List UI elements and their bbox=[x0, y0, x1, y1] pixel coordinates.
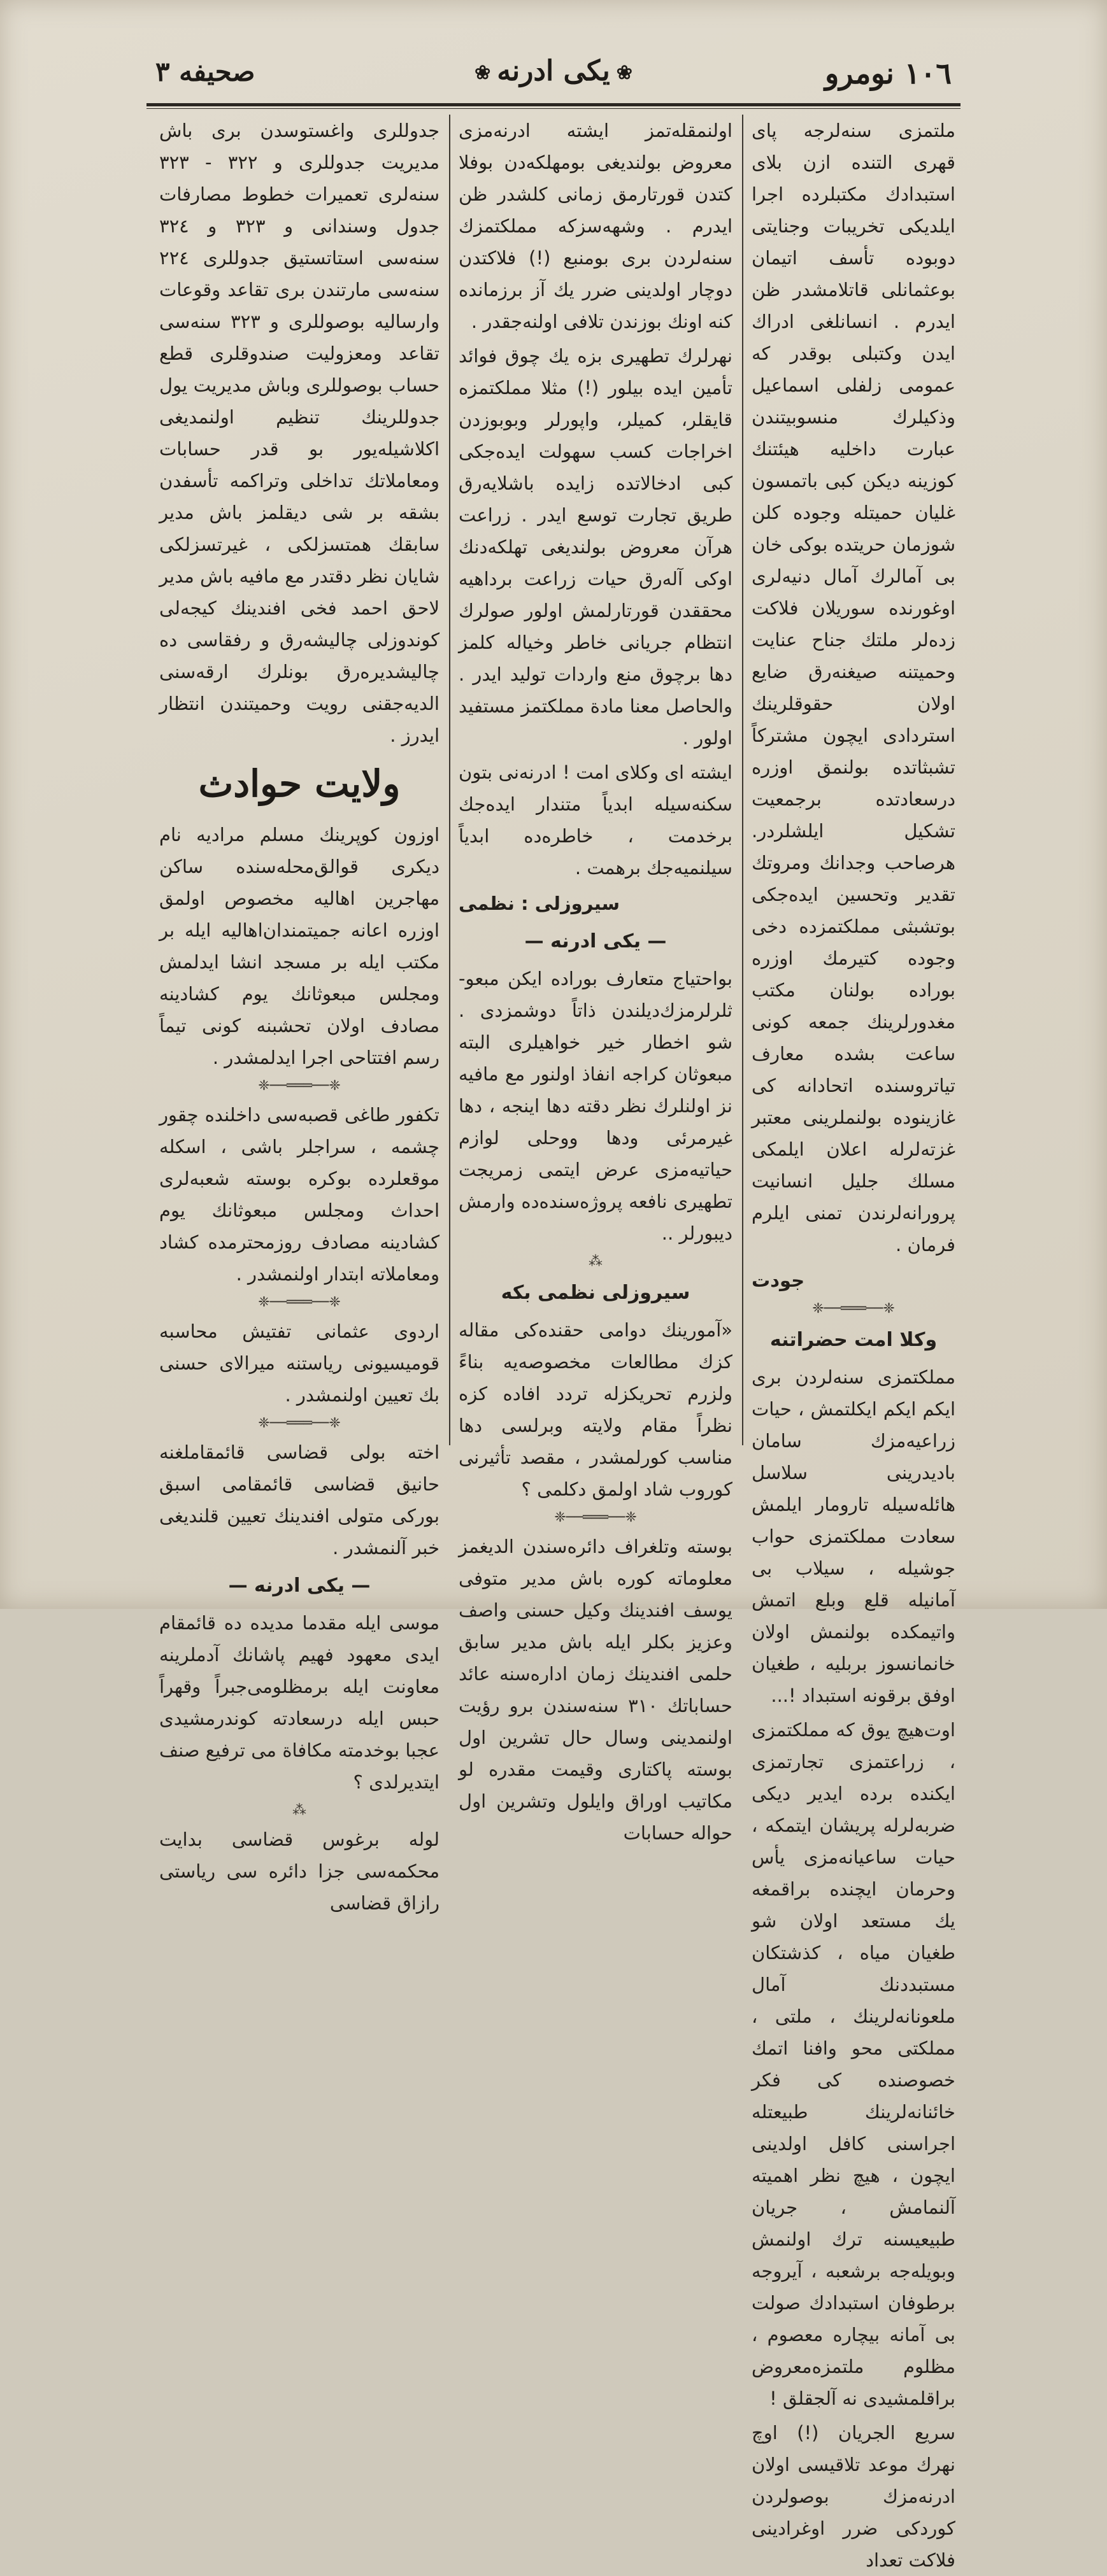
article-paragraph: بواحتياج متعارف بوراده ايكن مبعو- ثلرلرمزك‌ديلندن ذاتاً دوشمزدى . شو اخطار خير خواهيلرى البته مبعوثان كراجه انفاذ اولنور مع مافيه نز اولنلرك نظر دقته دها اينجه ، دها غيرمرئى ودها ووحلى لوازم حياتيه‌مزى عرض ايتمى زمريجت تطهيرى نافعه پروژه‌سنده‌ده وارمش ديبورلر .. bbox=[459, 968, 732, 1244]
section-divider: ❈──═══──❈ bbox=[258, 1415, 341, 1431]
article-signature: سيروزلى : نظمى bbox=[459, 893, 620, 914]
section-divider: ❈──═══──❈ bbox=[812, 1301, 895, 1317]
column-rule bbox=[449, 115, 450, 1445]
header-rule-thin bbox=[146, 108, 961, 109]
news-item: لوله برغوس قضاسى بدايت محكمه‌سى جزا دائره سى رياستى رازاق قضاسى bbox=[159, 1829, 439, 1914]
masthead bbox=[155, 51, 952, 102]
stars-divider: ⁂ bbox=[292, 1802, 306, 1818]
news-item: اردوى عثمانى‌ تفتيش محاسبه قوميسيونى رياستنه ميرالاى حسنى بك تعيين اولنمشدر . bbox=[159, 1320, 439, 1406]
article-heading: وكلا امت حضراتنه bbox=[769, 1329, 938, 1351]
ornament-icon: ❀ bbox=[616, 62, 632, 84]
article-paragraph: بوسته وتلغراف دائره‌سندن الديغمز معلوماته كوره باش مدير متوفى يوسف افندينك وكيل حسنى واصف وعزيز بكلر ايله باش مدير سابق حلمى افندينك زمان اداره‌سنه عائد حساباتك ٣١٠ سنه‌سندن برو رؤيت اولنمدينى وسال حال تشرين اول بوسته پاكتارى وقيمت مقدره لو مكاتيب اوراق وايلول وتشرين اول حواله حسابات bbox=[459, 1536, 732, 1844]
article-paragraph: اولنمقله‌تمز ايشته ادرنه‌مزى معروض بولنديغى بومهلكه‌دن بوفلا كتدن قورتارمق زمانى كلشدر ظن ايدرم . وشهه‌سزكه مملكتمزك سنه‌لردن برى بومنبع (!) فلاكتدن دوچار اولدينى ضرر يك آز برزمانده كنه اونك بوزندن تلافى اولنه‌جقدر . bbox=[459, 120, 732, 332]
article-paragraph: نهرلرك تطهيرى بزه يك چوق فوائد تأمين ايده بيلور (!) مثلا مملكتمزه قايقلر، كميلر، واپورلر وبوبوزدن اخراجات كسب سهولت ايده‌جكى كبى ادخالاتده زايده باشلايه‌رق طريق تجارت توسع ايدر . زراعت هرآن معروض بولنديغى تهلكه‌دنك اوكى آله‌رق حيات زراعت برداهيه محققدن قورتارلمش اولور صولرك انتظام جريانى خاطر وخياله كلمز دها برچوق منع واردات توليد ايدر . والحاصل معنا مادة مملكتمز مستفيد اولور . bbox=[459, 345, 732, 749]
article-paragraph: «آمورينك دوامى حقنده‌كى مقاله كزك مطالعات مخصوصه‌يه بناءً ولزرم تحريكزله تردد افاده كزه نظراً مقام ولايته وبرلسى دها مناسب كورلمشدر ، مقصد تأثيرنى كوروب شاد اولمق دكلمى ؟ bbox=[459, 1319, 732, 1500]
news-item: موسى ايله مقدما مديده ده قائمقام ايدى معهود فهيم پاشانك آدملرينه معاونت ايله برمظلومى‌جبراً وقهراً حبس ايله درسعادته كوندرمشيدى عجبا بوخدمته مكافاة مى ترفيع صنف ايتديرلدى ؟ bbox=[159, 1612, 439, 1793]
section-calligraphy-heading: ولايت حوادث bbox=[198, 762, 401, 805]
column-rule bbox=[742, 115, 743, 1445]
article-paragraph: مملكتمزى سنه‌لردن برى ايكم ايكم ايكلتمش ، حيات زراعيه‌مزك سامان باديدرينى سلاسل هائله‌سيله تارومار ايلمش سعادت مملكتمزى حواب جوشيله ، سيلاب بى آمانيله قلع وبلع اتمش واتيمكده بولنمش اولان خانمانسوز بربليه ، طغيان اوفق برقونه استبداد !... bbox=[752, 1366, 955, 1706]
article-paragraph: سريع الجريان (!) اوچ نهرك موعد تلاقيسى اولان ادرنه‌مزك بوصولردن كوردكى ضرر اوغرادينى فلاكت تعداد bbox=[752, 2422, 955, 2571]
article-paragraph: جدوللرى واغستوسدن برى باش مديريت جدوللرى و ٣٢٢ - ٣٢٣ سنه‌لرى تعميرات خطوط مصارفات جدول وسندانى و ٣٢٣ و ٣٢٤ سنه‌سى استاتستيق جدوللرى ٢٢٤ سنه‌سى مارتندن برى تقاعد وقوعات وارساليه بوصوللرى و ٣٢٣ سنه‌سى تقاعد ومعزوليت صندوقلرى قطع حساب بوصوللرى وباش مديريت يول جدوللرينك تنظيم اولنمديغى اكلاشيله‌يور بو قدر حسابات ومعاملاتك تداخلى وتراكمه تأسفدن بشقه بر شى ديقلمز باش مدير سابقك همتسزلكى ، غيرتسزلكى شايان نظر دقتدر مع مافيه باش مدير لاحق احمد فخى افندينك كيجه‌لى كوندوزلى چاليشه‌رق و رفقاسى ده چاليشديره‌رق بونلرك ارقه‌سنى الديه‌جقنى رويت وحميتندن انتظار ايدرز . bbox=[159, 120, 440, 746]
ornament-icon: ❀ bbox=[475, 62, 491, 84]
newspaper-title bbox=[468, 55, 639, 87]
column-middle bbox=[459, 115, 732, 1844]
article-heading: — يكى ادرنه — bbox=[228, 1575, 371, 1597]
article-paragraph: ملتمزى سنه‌لرجه پاى قهرى التنده ازن بلاى استبدادك مكتبلرده اجرا ايلديكى تخريبات وجنايتى دوبوده تأسف اتيمان بوعثمانلى قاتلامشدر ظن ايدرم . انسانلغى ادراك ايدن وكتبلى بوقدر كه عمومى زلفلى اسماعيل وذكيلرك منسوبيتندن عبارت داخليه هيئتنك كوزينه ديكن كبى باتمسون غليان حميتله وجوده كلن شوزمان حريتده بوكى خان بى آمالرك آمال دنيه‌لرى اوغورنده سوريلان فلاكت زده‌لر ملتك جناح عنايت وحميتنه صيغنه‌رق ضايع اولان حقوقلرينك استردادى ايچون مشتركاً تشبثاتده بولنمق اوزره درسعادتده برجمعيت تشكيل ايلشلردر. هرصاحب وجدانك ومروتك تقدير وتحسين ايده‌جكى بوتشبثى مملكتمزده دخى وجوده كتيرمك اوزره بوراده بولنان مكتب مغدورلرينك جمعه كونى ساعت بشده معارف تياتروسنده اتحادانه كى غازينوده بولنملرينى معتبر غزته‌لرله اعلان ايلمكى مسلك جليل انسانيت پرورانه‌لرندن تمنى ايلرم فرمان . bbox=[752, 120, 955, 1256]
column-right bbox=[752, 115, 955, 2571]
news-item: اخته بولى قضاسى قائمقاملغنه حانيق قضاسى قائمقامى اسبق بوركى متولى افندينك تعيين قلنديغى خبر آلنمشدر . bbox=[159, 1441, 439, 1559]
column-left bbox=[159, 115, 440, 1914]
title-text: يكى ادرنه bbox=[497, 55, 610, 87]
article-heading: سيروزلى نظمى بكه bbox=[501, 1282, 690, 1304]
section-divider: ❈──═══──❈ bbox=[258, 1294, 341, 1310]
news-item: اوزون كوپرينك مسلم مراديه نام ديكرى قوالق‌محله‌سنده ساكن مهاجرين اهاليه مخصوص اولمق اوزره اعانه‌ جميتمندان‌اهاليه ايله بر مكتب ايله بر مسجد انشا ايدلمش ومجلس مبعوثانك يوم كشادينه مصادف اولان تحشبنه كونى تيماً رسم افتتاحى اجرا ايدلمشدر . bbox=[159, 824, 439, 1068]
article-paragraph: اوت‌هيچ يوق كه مملكتمزى ، زراعتمزى تجارتمزى ايكنده برده ايدير ديكى ضربه‌لرله پريشان ايتمكه ، حيات ساعيانه‌مزى يأس وحرمان ايچنده براقمغه يك مستعد اولان شو طغيان مياه ، كذشتكان مستبددنك آمال ملعونانه‌لرينك ، ملتى ، مملكتى محو وافنا اتمك خصوصنده كى فكر خائنانه‌لرينك طبيعتله اجراسنى كافل اولدينى ايچون ، هيچ نظر اهميته آلنمامش ، جريان طبيعيسنه ترك اولنمش وبويله‌جه برشعبه ، آيروجه برطوفان استبدادك صولت بى آمانه بيچاره معصوم ، مظلوم ملتمزه‌معروض براقلمشيدى نه آلجقلق ! bbox=[752, 1719, 955, 2409]
issue-number: ١٠٦ نومرو bbox=[825, 56, 952, 90]
article-heading: — يكى ادرنه — bbox=[524, 930, 667, 952]
page-number: صحيفه ٣ bbox=[155, 56, 255, 87]
article-paragraph: ايشته اى وكلاى امت ! ادرنه‌نى بتون سكنه‌سيله ابدياً متندار ايده‌جك برخدمت ، خاطره‌ده ابدياً سيلنميه‌جك برهمت . bbox=[459, 761, 732, 879]
news-item: تكفور طاغى قصبه‌سى داخلنده چقور چشمه ، سراجلر باشى ، اسكله موقعلرده بوكره بوسته شعبه‌لرى احداث ومجلس مبعوثانك يوم كشادينه مصادف روزمحترمده كشاد ومعاملاته ابتدار اولنمشدر . bbox=[159, 1104, 439, 1285]
section-divider: ❈──═══──❈ bbox=[258, 1078, 341, 1094]
header-rule bbox=[146, 103, 961, 106]
article-signature: جودت bbox=[752, 1270, 805, 1291]
stars-divider: ⁂ bbox=[589, 1254, 603, 1270]
section-divider: ❈──═══──❈ bbox=[554, 1510, 637, 1525]
